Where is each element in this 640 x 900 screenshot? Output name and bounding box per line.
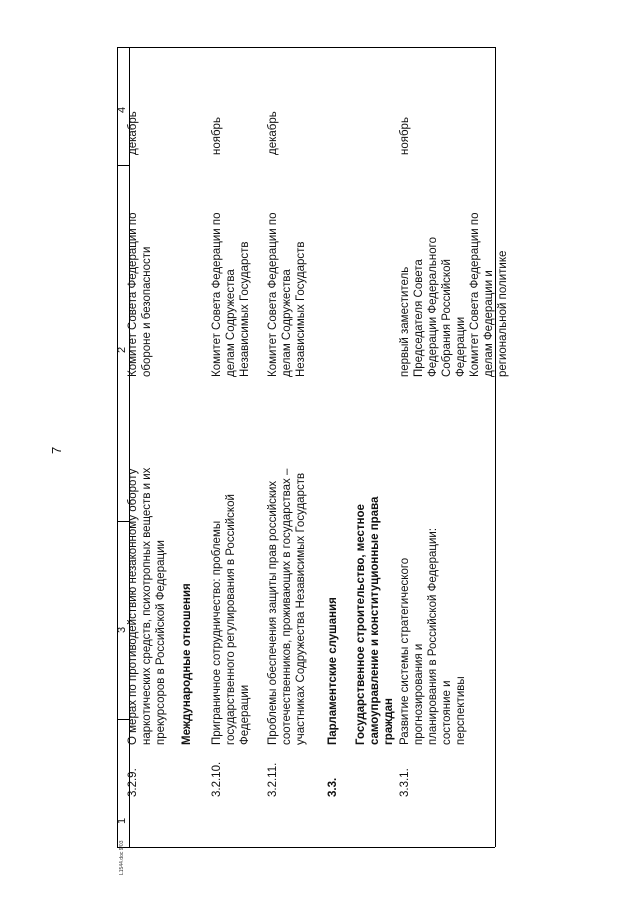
header-col-4: 4 <box>116 106 128 113</box>
row-number: 3.2.10. <box>211 761 223 797</box>
header-col-1: 1 <box>116 817 128 824</box>
row-responsible: Комитет Совета Федерации по обороне и безопасности <box>127 212 153 377</box>
table-right-border <box>117 847 495 848</box>
table-left-border <box>117 47 495 48</box>
header-col-3: 3 <box>116 626 128 633</box>
footer-text: L1544.doc 9/03 <box>119 840 125 875</box>
row-date: ноябрь <box>211 117 223 155</box>
row-text: Развитие системы стратегического прогнозирования и планирования в Российской Федерации: состояние и перспективы <box>399 527 467 745</box>
section-heading: Международные отношения <box>181 583 193 745</box>
row-text: Приграничное сотрудничество: проблемы государственного регулирования в Российской Федерации <box>211 494 251 745</box>
row-number: 3.3.1. <box>399 768 411 797</box>
row-text: Проблемы обеспечения защиты прав российских соотечественников, проживающих в государствах – участниках Содружества Независимых Государств <box>267 468 307 745</box>
section-heading: Государственное строительство, местное самоуправление и конституционные права граждан <box>355 496 395 745</box>
row-number: 3.2.9. <box>127 768 139 797</box>
col-divider <box>117 165 129 166</box>
row-date: ноябрь <box>399 117 411 155</box>
header-col-2: 2 <box>116 346 128 353</box>
row-number: 3.3. <box>327 777 339 797</box>
row-responsible: Комитет Совета Федерации по делам Содружества Независимых Государств <box>211 212 251 377</box>
row-date: декабрь <box>267 111 279 155</box>
row-number: 3.2.11. <box>267 762 279 797</box>
page-number: 7 <box>49 446 64 454</box>
table-bottom-border <box>495 47 496 847</box>
row-text: О мерах по противодействию незаконному обороту наркотических средств, психотропных веществ и их прекурсоров в Российской Федерации <box>127 467 167 745</box>
table-top-border <box>117 47 118 847</box>
row-responsible: первый заместитель Председателя Совета Федерации Федерального Собрания Российской Федерации Комитет Совета Федерации по делам Федерации и региональной политике <box>399 212 509 377</box>
section-heading: Парламентские слушания <box>327 597 339 745</box>
row-date: декабрь <box>127 111 139 155</box>
row-responsible: Комитет Совета Федерации по делам Содружества Независимых Государств <box>267 212 307 377</box>
